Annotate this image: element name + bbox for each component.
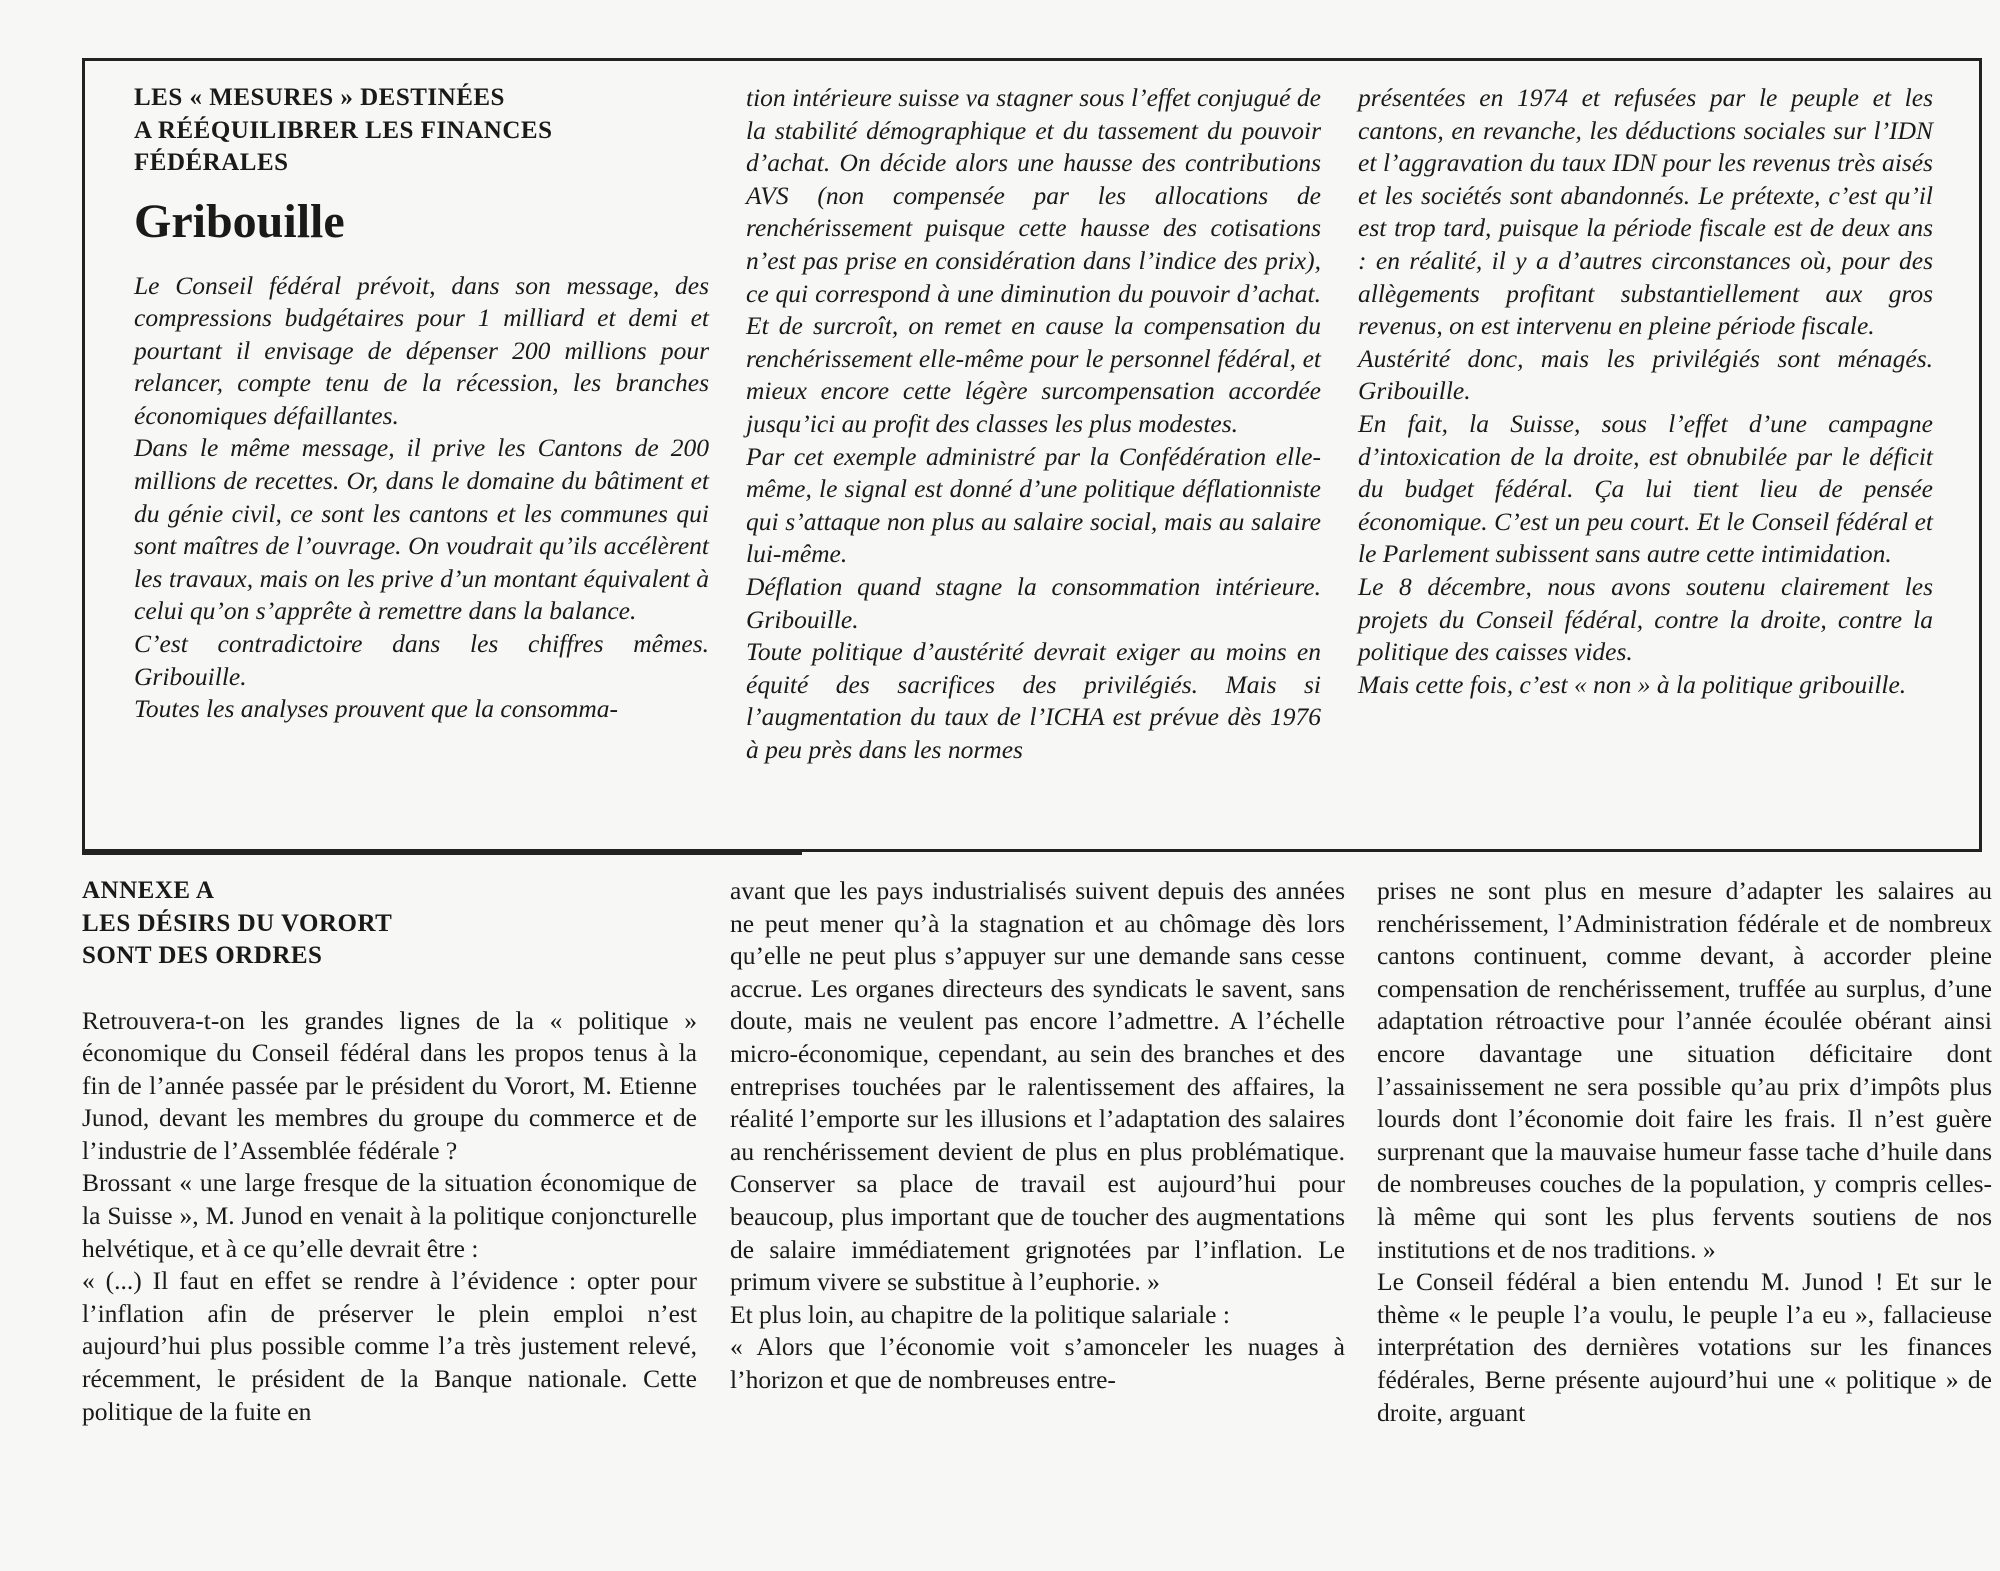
section-divider — [82, 852, 802, 855]
boxed-article-column-3 — [1358, 82, 1933, 701]
annex-column-3 — [1377, 875, 1992, 1429]
paragraph: Austérité donc, mais les privilégiés sont ménagés. Gribouille. — [1358, 343, 1933, 406]
paragraph: Toutes les analyses prouvent que la consomma- — [134, 694, 618, 724]
paragraph: Le Conseil fédéral prévoit, dans son message, des compressions budgétaires pour 1 milliard et demi et pourtant il envisage de dépenser 200 millions pour relancer, compte tenu de la récession, les branches économiques défaillantes. — [134, 270, 709, 430]
boxed-article-column-1 — [134, 82, 709, 726]
paragraph: Le Conseil fédéral a bien entendu M. Junod ! Et sur le thème « le peuple l’a voulu, le peuple l’a eu », fallacieuse interprétation des dernières votations sur les finances fédérales, Berne présente aujourd’hui une « politique » de droite, arguant — [1377, 1267, 1992, 1427]
paragraph: avant que les pays industrialisés suivent depuis des années ne peut mener qu’à la stagnation et au chômage dès lors qu’elle ne peut plus s’appuyer sur une demande sans cesse accrue. Les organes directeurs des syndicats le savent, sans doute, mais ne veulent pas encore l’admettre. A l’échelle micro-économique, cependant, au sein des branches et des entreprises touchées par le ralentissement des affaires, la réalité l’emporte sur les illusions et l’adaptation des salaires au renchérissement devient de plus en plus problématique. Conserver sa place de travail est aujourd’hui pour beaucoup, plus important que de toucher des augmentations de salaire immédiatement grignotées par l’inflation. Le primum vivere se substitue à l’euphorie. » — [730, 876, 1345, 1297]
paragraph: Et plus loin, au chapitre de la politique salariale : — [730, 1299, 1230, 1329]
paragraph: Retrouvera-t-on les grandes lignes de la « politique » économique du Conseil fédéral dans les propos tenus à la fin de l’année passée par le président du Vorort, M. Etienne Junod, devant les membres du groupe du commerce et de l’industrie de l’Assemblée fédérale ? — [82, 1005, 697, 1165]
paragraph: Mais cette fois, c’est « non » à la politique gribouille. — [1358, 669, 1907, 699]
paragraph: « (...) Il faut en effet se rendre à l’évidence : opter pour l’inflation afin de préserver le plein emploi n’est aujourd’hui plus possible comme l’a très justement relevé, récemment, le président de la Banque nationale. Cette politique de la fuite en — [82, 1266, 697, 1426]
article-kicker: LES « MESURES » DESTINÉES A RÉÉQUILIBRER LES FINANCES FÉDÉRALES — [134, 84, 553, 176]
paragraph: « Alors que l’économie voit s’amonceler les nuages à l’horizon et que de nombreuses entre- — [730, 1332, 1345, 1394]
paragraph: Par cet exemple administré par la Confédération elle-même, le signal est donné d’une politique déflationniste qui s’attaque non plus au salaire social, mais au salaire lui-même. — [746, 441, 1321, 569]
paragraph: Déflation quand stagne la consommation intérieure. Gribouille. — [746, 571, 1321, 634]
paragraph: Le 8 décembre, nous avons soutenu clairement les projets du Conseil fédéral, contre la droite, contre la politique des caisses vides. — [1358, 571, 1933, 667]
annex-column-2 — [730, 875, 1345, 1397]
paragraph: prises ne sont plus en mesure d’adapter les salaires au renchérissement, l’Administration fédérale et de nombreux cantons continuent, comme devant, à accorder pleine compensation de renchérissement, truffée au surplus, d’une adaptation rétroactive pour l’année écoulée obérant ainsi encore davantage une situation déficitaire dont l’assainissement ne sera possible qu’au prix d’impôts plus lourds dont l’économie doit faire les frais. Il n’est guère surprenant que la mauvaise humeur fasse tache d’huile dans de nombreuses couches de la population, y compris celles-là même qui sont les plus fervents soutiens de nos institutions et de nos traditions. » — [1377, 876, 1992, 1264]
annex-column-1 — [82, 875, 697, 1428]
boxed-article-column-2 — [746, 82, 1321, 766]
paragraph: présentées en 1974 et refusées par le peuple et les cantons, en revanche, les déductions sociales sur l’IDN et l’aggravation du taux IDN pour les revenus très aisés et les sociétés sont abandonnés. Le prétexte, c’est qu’il est trop tard, puisque la période fiscale est de deux ans : en réalité, il y a d’autres circonstances où, pour des allègements profitant substantiellement aux gros revenus, on est intervenu en pleine période fiscale. — [1358, 83, 1933, 341]
paragraph: tion intérieure suisse va stagner sous l’effet conjugué de la stabilité démographique et du tassement du pouvoir d’achat. On décide alors une hausse des contributions AVS (non compensée par les allocations de renchérissement puisque cette hausse des cotisations n’est pas prise en considération dans l’indice des prix), ce qui correspond à une diminution du pouvoir d’achat. Et de surcroît, on remet en cause la compensation du renchérissement elle-même pour le personnel fédéral, et mieux encore cette légère surcompensation accordée jusqu’ici au profit des classes les plus modestes. — [746, 83, 1321, 438]
annex-heading: ANNEXE A LES DÉSIRS DU VORORT SONT DES ORDRES — [82, 877, 393, 969]
paragraph: C’est contradictoire dans les chiffres mêmes. Gribouille. — [134, 629, 709, 691]
paragraph: En fait, la Suisse, sous l’effet d’une campagne d’intoxication de la droite, est obnubilée par le déficit du budget fédéral. Ça lui tient lieu de pensée économique. C’est un peu court. Et le Conseil fédéral et le Parlement subissent sans autre cette intimidation. — [1358, 408, 1933, 569]
paragraph: Brossant « une large fresque de la situation économique de la Suisse », M. Junod en venait à la politique conjoncturelle helvétique, et à ce qu’elle devrait être : — [82, 1168, 697, 1263]
paragraph: Dans le même message, il prive les Cantons de 200 millions de recettes. Or, dans le domaine du bâtiment et du génie civil, ce sont les cantons et les communes qui sont maîtres de l’ouvrage. On voudrait qu’ils accélèrent les travaux, mais on les prive d’un montant équivalent à celui qu’on s’apprête à remettre dans la balance. — [134, 433, 709, 626]
paragraph: Toute politique d’austérité devrait exiger au moins en équité des sacrifices des privilégiés. Mais si l’augmentation du taux de l’ICHA est prévue dès 1976 à peu près dans les normes — [746, 637, 1321, 764]
article-title: Gribouille — [134, 194, 345, 248]
